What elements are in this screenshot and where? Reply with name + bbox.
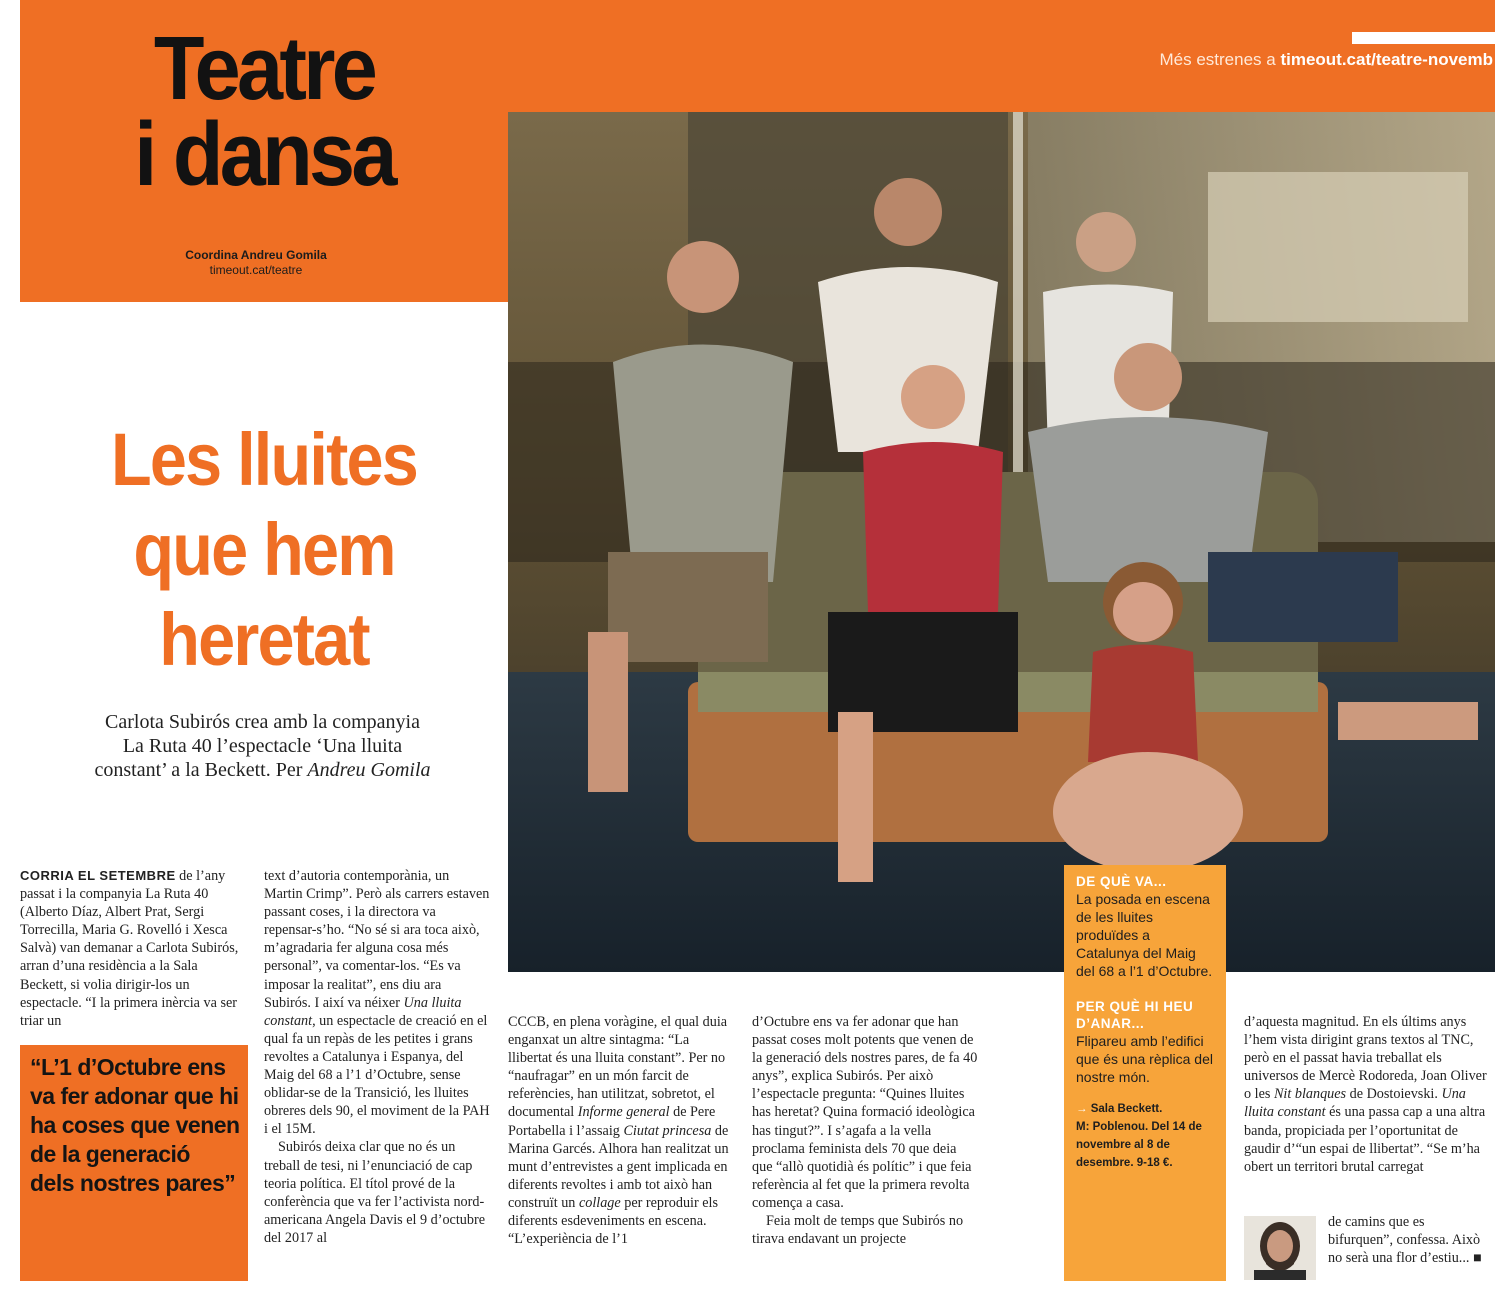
body-text: de Marina Garcés. Alhora han realitzat un munt d’entrevistes a gent implicada en diferents revoltes i amb tot això han construït un (508, 1122, 729, 1211)
body-text: de Dostoievski. (1346, 1086, 1442, 1103)
body-column-5-tail (1328, 1213, 1492, 1267)
byline-author: Andreu Gomila (307, 759, 431, 781)
headline (44, 415, 483, 685)
venue-details: M: Poblenou. Del 14 de novembre al 8 de desembre. 9-18 €. (1076, 1121, 1202, 1169)
pull-quote-line2: va fer adonar que hi (30, 1083, 239, 1109)
body-column-3 (508, 1013, 734, 1248)
pull-quote-line1: “L’1 d’Octubre ens (30, 1054, 226, 1080)
pull-quote-line5: dels nostres pares” (30, 1170, 236, 1196)
standfirst-line1: Carlota Subirós crea amb la companyia (105, 711, 420, 733)
body-paragraph: de camins que es bifurquen”, confessa. Això no serà una flor d’estiu... ■ (1328, 1214, 1482, 1267)
body-text: d’aquesta magnitud. En els últims anys l’hem vista dirigint grans textos al TNC, però en el passat havia treballat els universos de Mercè Rodoreda, Joan Oliver o les (1244, 1014, 1487, 1103)
body-paragraph: Subirós deixa clar que no és un treball de tesi, ni l’enunciació de cap teoria política. El títol prové de la conferència que va fer l’activista nord-americana Angela Davis el 9 d’octubre del 2017 al (264, 1139, 485, 1246)
section-title-line2: i dansa (134, 105, 394, 205)
body-text: , un espectacle de creació en el qual fa un repàs de les petites i grans revoltes a Catalunya i Espanya, del Maig del 68 a l’1 d’Octubre, sense oblidar-se de la Transició, les lluites obreres dels 90, el moviment de la PAH i el 15M. (264, 1012, 490, 1138)
body-column-5 (1244, 1013, 1492, 1176)
work-title: Informe general (577, 1104, 670, 1121)
pull-quote (20, 1045, 248, 1281)
venue-info (1076, 1100, 1216, 1172)
standfirst (30, 710, 495, 782)
author-avatar (1244, 1216, 1316, 1280)
headline-line3: heretat (159, 598, 369, 681)
section-url: timeout.cat/teatre (209, 263, 303, 277)
body-text: text d’autoria contemporània, un Martin Crimp”. Però als carrers estaven passant coses, i la directora va repensar-s’ho. “No sé si ara toca això, m’agradaria fer alguna cosa més personal”, va comentar-los. “Es va imposar la realitat”, ens diu ara Subirós. I així va néixer (264, 868, 490, 1011)
pull-quote-line4: de la generació (30, 1141, 190, 1167)
work-title: Ciutat princesa (623, 1122, 712, 1139)
section-title (40, 19, 489, 205)
sidebar-heading-why: PER QUÈ HI HEU D’ANAR... (1076, 999, 1194, 1031)
arrow-icon: → (1076, 1103, 1091, 1115)
work-title: Nit blanques (1273, 1086, 1347, 1103)
drop-lead: CORRIA EL SETEMBRE (20, 868, 176, 883)
headline-line1: Les lluites (111, 418, 417, 501)
sidebar-text-what: La posada en escena de les lluites produïdes a Catalunya del Maig del 68 a l’1 d’Octubre. (1076, 891, 1213, 979)
section-banner (20, 0, 508, 302)
top-strip (508, 0, 1495, 112)
body-text: de Pere Portabella i l’assaig (508, 1104, 716, 1139)
body-text: és una passa cap a una altra banda, propiciada per l’oportunitat de gaudir d’“un espai de llibertat”. “Se m’ha obert un territori brutal carregat (1244, 1104, 1486, 1175)
headline-line2: que hem (133, 508, 395, 591)
body-column-1 (20, 867, 242, 1030)
body-paragraph: d’Octubre ens va fer adonar que han passat coses molt potents que venen de la generació dels nostres pares, de fa 40 anys”, explica Subirós. Per això l’espectacle pregunta: “Quines lluites has heretat? Quina formació ideològica has tingut?”. I s’agafa a la vella proclama feminista dels 70 que deia que “allò quotidià és polític” i que feia referència al fet que la primera revolta comença a casa. (752, 1014, 978, 1211)
section-title-line1: Teatre (153, 19, 375, 119)
standfirst-line2: La Ruta 40 l’espectacle ‘Una lluita (122, 735, 403, 757)
standfirst-line3: constant’ a la Beckett. Per (94, 759, 308, 781)
venue-name: Sala Beckett. (1090, 1103, 1163, 1115)
emphasis: collage (578, 1194, 621, 1211)
coordinator-credit (20, 248, 492, 278)
sidebar-text-why: Flipareu amb l’edifici que és una rèplica del nostre món. (1076, 1033, 1213, 1085)
info-sidebar (1064, 865, 1226, 1281)
author-portrait (1244, 1216, 1316, 1280)
corner-rule (1352, 32, 1495, 44)
body-text: per reproduir els diferents esdeveniments en escena. “L’experiència de l’1 (508, 1194, 719, 1248)
body-column-4 (752, 1013, 978, 1248)
more-premieres-link[interactable] (1160, 50, 1494, 70)
pull-quote-line3: ha coses que venen (30, 1112, 240, 1138)
coordinator-name: Coordina Andreu Gomila (185, 248, 327, 262)
cast-photo (508, 112, 1495, 972)
more-premieres-url[interactable]: timeout.cat/teatre-novemb (1280, 50, 1493, 69)
body-text: de l’any passat i la companyia La Ruta 40 (Alberto Díaz, Albert Prat, Sergi Torrecilla, Maria G. Rovelló i Xesca Salvà) van demanar a Carlota Subirós, arran d’una residència a la Sala Beckett, si volia dirigir-los un espectacle. “I la primera inèrcia va ser triar un (20, 868, 239, 1029)
body-text: CCCB, en plena voràgine, el qual duia enganxat un altre sintagma: “La llibertat és una lluita constant”. Per no “naufragar” en un món farcit de referències, han utilitzat, sobretot, el documental (508, 1014, 728, 1121)
cast-photo-illustration (508, 112, 1495, 972)
body-paragraph: Feia molt de temps que Subirós no tirava endavant un projecte (752, 1213, 964, 1248)
sidebar-heading-what: DE QUÈ VA... (1076, 874, 1167, 889)
more-premieres-prefix: Més estrenes a (1159, 50, 1281, 69)
show-title: Una lluita constant (1244, 1086, 1466, 1121)
body-column-2 (264, 867, 490, 1247)
show-title: Una lluita constant (264, 994, 462, 1029)
